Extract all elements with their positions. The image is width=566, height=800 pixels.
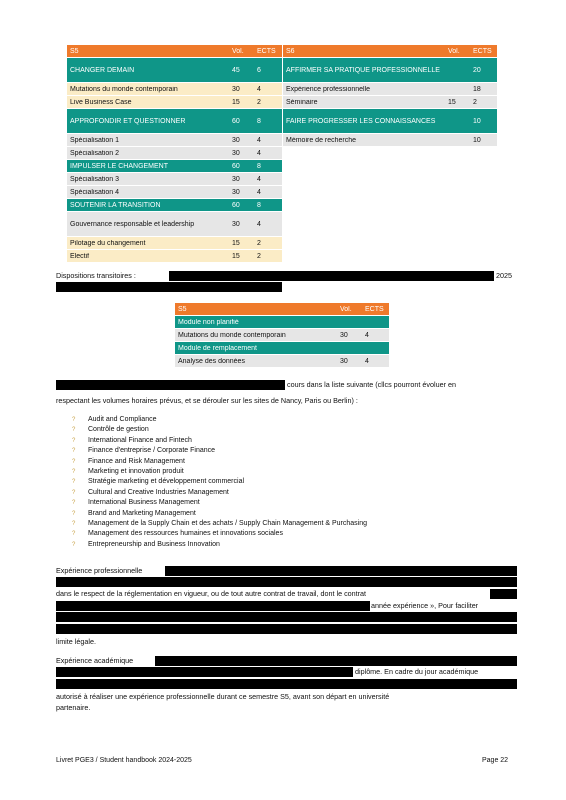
bullet-icon: ? [72,437,76,444]
redacted-block [165,566,517,576]
row-label: Spécialisation 3 [70,175,120,183]
list-item [72,436,367,446]
list-item-label: Brand and Marketing Management [88,509,196,517]
list-item-label: International Finance and Fintech [88,436,192,444]
list-item [72,540,367,550]
experience-line-6: limite légale. [56,637,96,646]
row-ects: 4 [257,136,261,144]
list-item-label: Cultural and Creative Industries Management [88,488,229,496]
row-label: Live Business Case [70,98,132,106]
list-item-label: International Business Management [88,499,200,507]
row-label: Séminaire [286,98,318,106]
row-ects: 4 [257,175,261,183]
row-vol: 60 [232,162,240,170]
bullet-icon: ? [72,427,76,434]
table-row [283,83,497,95]
list-item-label: Finance and Risk Management [88,457,185,465]
redacted-block [56,380,285,390]
row-ects: 6 [257,66,261,74]
row-ects: 2 [257,252,261,260]
intro-line-2: respectant les volumes horaires prévus, et se dérouler sur les sites de Nancy, Paris ou Berlin) : [56,396,358,405]
bullet-icon: ? [72,448,76,455]
s6-header-vol: Vol. [448,47,460,55]
table-row [175,342,389,354]
academic-title: Expérience académique [56,656,134,665]
redacted-block [169,271,494,281]
row-ects: 4 [257,85,261,93]
row-ects: 4 [365,331,369,339]
table-row [283,134,497,146]
list-item [72,509,367,519]
transitional-year: 2025 [496,271,512,280]
list-item-label: Audit and Compliance [88,416,157,423]
table-row [283,96,497,108]
row-ects: 8 [257,201,261,209]
row-label: Module de remplacement [178,344,257,352]
row-label: Gouvernance responsable et leadership [70,220,195,228]
bullet-icon: ? [72,468,76,475]
table-row [67,83,282,95]
footer-title: Livret PGE3 / Student handbook 2024-2025 [56,757,192,764]
small-table-header-label: S5 [178,305,187,313]
list-item [72,519,367,529]
bullet-icon: ? [72,520,76,527]
redacted-block [56,667,353,677]
row-ects: 4 [257,149,261,157]
bullet-icon: ? [72,531,76,538]
row-label: AFFIRMER SA PRATIQUE PROFESSIONNELLE [286,66,440,74]
list-item-label: Marketing et innovation produit [88,467,184,475]
table-row [283,58,497,82]
row-vol: 30 [232,220,240,228]
row-vol: 15 [232,239,240,247]
row-vol: 30 [340,331,348,339]
list-item [72,415,367,425]
table-row [67,160,282,172]
bullet-icon: ? [72,489,76,496]
row-ects: 8 [257,162,261,170]
list-item [72,529,367,539]
row-ects: 4 [365,357,369,365]
row-label: Mutations du monde contemporain [70,85,178,93]
redacted-block [56,612,517,622]
list-item [72,446,367,456]
row-label: IMPULSER LE CHANGEMENT [70,162,169,170]
table-row [175,355,389,367]
row-vol: 15 [232,252,240,260]
row-label: Analyse des données [178,357,245,365]
s5-header-vol: Vol. [232,47,244,55]
list-item [72,425,367,435]
intro-line-1: cours dans la liste suivante (cllcs pourront évoluer en [287,380,456,389]
row-ects: 10 [473,136,481,144]
table-row [67,134,282,146]
redacted-block [56,282,282,292]
table-row [67,212,282,236]
row-vol: 30 [232,188,240,196]
list-item-label: Contrôle de gestion [88,426,149,434]
s6-header-label: S6 [286,47,295,55]
row-ects: 2 [257,98,261,106]
row-label: Mémoire de recherche [286,136,357,144]
s6-header-row [283,45,497,57]
bullet-icon: ? [72,479,76,486]
row-label: Spécialisation 4 [70,188,120,196]
redacted-block [490,589,517,599]
list-item-label: Finance d'entreprise / Corporate Finance [88,447,216,455]
s5-header-label: S5 [70,47,79,55]
row-label: Spécialisation 2 [70,149,120,157]
academic-line-5: partenaire. [56,703,91,712]
redacted-block [155,656,517,666]
list-item-label: Entrepreneurship and Business Innovation [88,540,220,548]
row-vol: 15 [448,98,456,106]
bullet-icon: ? [72,541,76,548]
table-row [67,237,282,249]
experience-line-3: dans le respect de la réglementation en vigueur, ou de tout autre contrat de travail, dont le contrat [56,589,367,598]
bullet-icon: ? [72,510,76,517]
row-label: SOUTENIR LA TRANSITION [70,201,161,209]
row-label: Mutations du monde contemporain [178,331,286,339]
row-vol: 45 [232,66,240,74]
table-row [67,186,282,198]
row-vol: 15 [232,98,240,106]
list-item-label: Stratégie marketing et développement commercial [88,478,245,486]
row-vol: 30 [232,149,240,157]
row-label: APPROFONDIR ET QUESTIONNER [70,117,186,125]
table-row [175,316,389,328]
row-label: CHANGER DEMAIN [70,66,135,74]
list-item [72,488,367,498]
table-row [175,329,389,341]
row-label: Pilotage du changement [70,239,146,247]
table-row [67,250,282,262]
experience-line-4: année expérience », Pour faciliter [371,601,479,610]
row-ects: 8 [257,117,261,125]
row-ects: 2 [257,239,261,247]
list-item [72,498,367,508]
small-table-header-ects: ECTS [365,305,384,313]
list-item [72,467,367,477]
table-row [67,58,282,82]
academic-line-2: diplôme. En cadre du jour académique [355,667,479,676]
row-vol: 60 [232,117,240,125]
list-item-label: Management des ressources humaines et innovations sociales [88,530,283,538]
redacted-block [56,679,517,689]
row-label: Expérience professionnelle [286,85,371,93]
redacted-block [56,577,517,587]
row-label: Electif [70,252,90,260]
row-label: Module non planifié [178,318,239,326]
row-label: Spécialisation 1 [70,136,120,144]
small-table-header-vol: Vol. [340,305,352,313]
row-ects: 20 [473,66,481,74]
list-item [72,477,367,487]
list-item [72,457,367,467]
table-row [67,147,282,159]
table-row [67,109,282,133]
row-vol: 30 [232,85,240,93]
s5-header-ects: ECTS [257,47,276,55]
page-number: Page 22 [482,757,509,764]
s5-header-row [67,45,282,57]
specialization-list [72,415,367,550]
bullet-icon: ? [72,458,76,465]
row-vol: 60 [232,201,240,209]
small-table-header [175,303,389,315]
table-row [67,199,282,211]
row-ects: 4 [257,220,261,228]
redacted-block [56,601,370,611]
row-ects: 10 [473,117,481,125]
row-label: FAIRE PROGRESSER LES CONNAISSANCES [286,117,436,125]
row-ects: 4 [257,188,261,196]
table-row [67,173,282,185]
row-vol: 30 [232,175,240,183]
bullet-icon: ? [72,417,76,423]
table-row [67,96,282,108]
row-vol: 30 [232,136,240,144]
transitional-label: Dispositions transitoires : [56,271,136,280]
row-ects: 18 [473,85,481,93]
bullet-icon: ? [72,500,76,507]
academic-line-4: autorisé à réaliser une expérience professionnelle durant ce semestre S5, avant son départ en université [56,692,390,701]
row-ects: 2 [473,98,477,106]
redacted-block [56,624,517,634]
list-item-label: Management de la Supply Chain et des achats / Supply Chain Management & Purchasing [88,519,368,527]
table-row [283,109,497,133]
s6-header-ects: ECTS [473,47,492,55]
row-vol: 30 [340,357,348,365]
experience-title: Expérience professionnelle [56,566,143,575]
